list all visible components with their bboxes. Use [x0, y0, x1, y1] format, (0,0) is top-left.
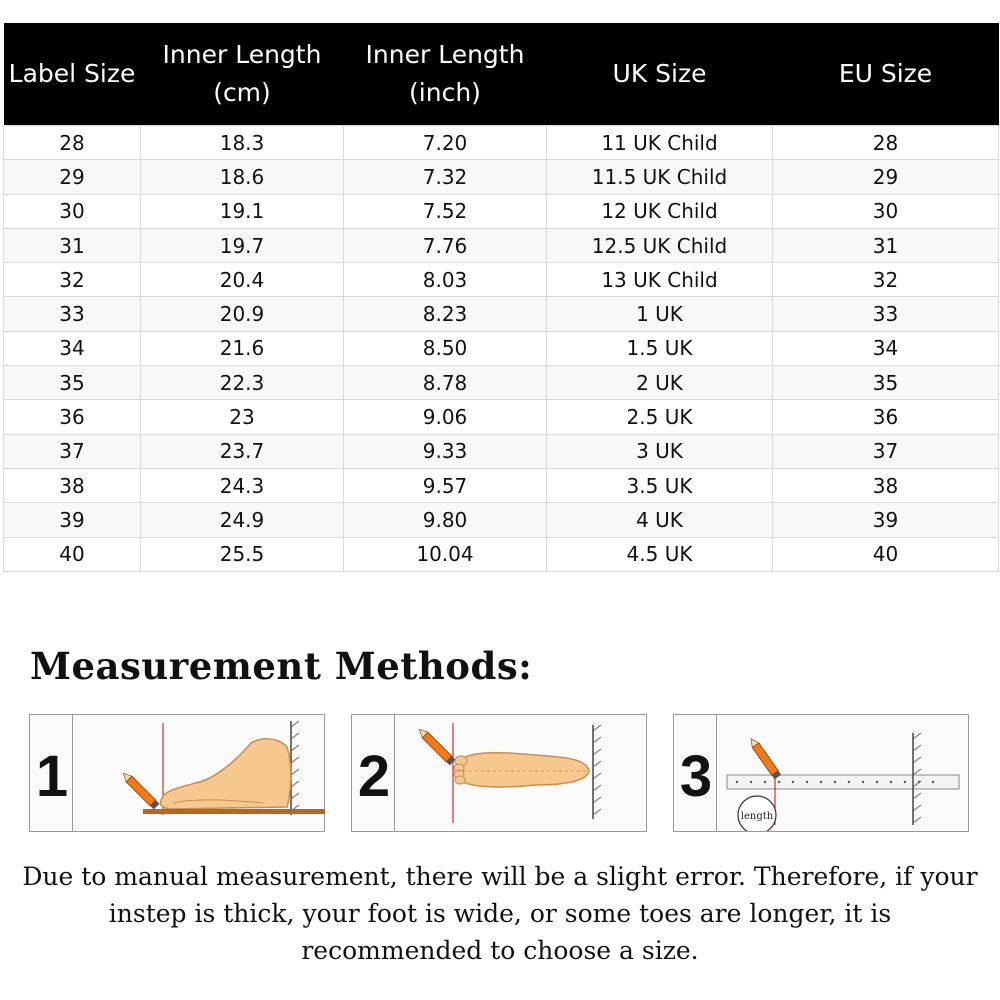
table-cell: 9.06 — [344, 400, 547, 434]
column-header-text: EU Size — [838, 59, 933, 88]
table-cell: 28 — [773, 126, 999, 160]
table-cell: 40 — [773, 537, 999, 571]
step-number: 1 — [35, 744, 69, 809]
table-cell: 7.20 — [344, 126, 547, 160]
table-cell: 11 UK Child — [547, 126, 773, 160]
table-cell: 12 UK Child — [547, 194, 773, 228]
table-cell: 31 — [4, 228, 141, 262]
table-cell: 3 UK — [547, 434, 773, 468]
table-cell: 40 — [4, 537, 141, 571]
table-body — [4, 126, 999, 572]
measurement-note: Due to manual measurement, there will be a slight error. Therefore, if your instep is thick, your foot is wide, or some toes are longer, it is recommended to choose a size. — [22, 862, 978, 965]
table-cell: 8.03 — [344, 263, 547, 297]
table-cell: 23.7 — [141, 434, 344, 468]
table-row — [4, 537, 999, 571]
table-cell: 34 — [4, 331, 141, 365]
table-cell: 37 — [773, 434, 999, 468]
ruler-length-icon — [717, 715, 969, 831]
step-3-panel — [673, 714, 969, 832]
table-cell: 8.50 — [344, 331, 547, 365]
table-cell: 30 — [4, 194, 141, 228]
column-header-text: Inner Length — [162, 40, 322, 69]
table-cell: 23 — [141, 400, 344, 434]
measurement-methods-heading: Measurement Methods: — [30, 644, 533, 688]
table-cell: 33 — [4, 297, 141, 331]
table-row — [4, 263, 999, 297]
table-cell: 7.32 — [344, 160, 547, 194]
step-number: 2 — [357, 744, 391, 809]
table-cell: 38 — [773, 468, 999, 502]
table-cell: 25.5 — [141, 537, 344, 571]
table-cell: 13 UK Child — [547, 263, 773, 297]
table-row — [4, 194, 999, 228]
table-cell: 4 UK — [547, 503, 773, 537]
table-row — [4, 366, 999, 400]
table-cell: 4.5 UK — [547, 537, 773, 571]
table-row — [4, 434, 999, 468]
table-row — [4, 297, 999, 331]
column-header — [547, 23, 773, 126]
table-cell: 9.57 — [344, 468, 547, 502]
step-number: 3 — [679, 744, 713, 809]
table-cell: 3.5 UK — [547, 468, 773, 502]
column-header — [344, 23, 547, 126]
table-cell: 29 — [773, 160, 999, 194]
step-1-panel — [29, 714, 325, 832]
table-row — [4, 400, 999, 434]
table-cell: 24.9 — [141, 503, 344, 537]
table-cell: 37 — [4, 434, 141, 468]
table-cell: 21.6 — [141, 331, 344, 365]
table-cell: 32 — [4, 263, 141, 297]
table-cell: 20.9 — [141, 297, 344, 331]
table-cell: 10.04 — [344, 537, 547, 571]
table-cell: 36 — [773, 400, 999, 434]
column-header-text: Inner Length — [365, 40, 525, 69]
table-cell: 39 — [773, 503, 999, 537]
table-cell: 35 — [773, 366, 999, 400]
column-header — [773, 23, 999, 126]
column-header-text: UK Size — [612, 59, 707, 88]
table-row — [4, 468, 999, 502]
column-header-text: (inch) — [409, 78, 481, 107]
table-cell: 7.52 — [344, 194, 547, 228]
table-header-row — [4, 23, 999, 126]
table-cell: 22.3 — [141, 366, 344, 400]
table-cell: 18.6 — [141, 160, 344, 194]
table-cell: 8.23 — [344, 297, 547, 331]
table-cell: 28 — [4, 126, 141, 160]
table-row — [4, 228, 999, 262]
table-row — [4, 126, 999, 160]
table-cell: 31 — [773, 228, 999, 262]
table-cell: 30 — [773, 194, 999, 228]
table-cell: 19.7 — [141, 228, 344, 262]
foot-top-view-icon — [395, 715, 647, 831]
step-2-panel — [351, 714, 647, 832]
table-cell: 1.5 UK — [547, 331, 773, 365]
table-cell: 36 — [4, 400, 141, 434]
table-cell: 12.5 UK Child — [547, 228, 773, 262]
table-cell: 20.4 — [141, 263, 344, 297]
table-row — [4, 503, 999, 537]
table-cell: 39 — [4, 503, 141, 537]
table-cell: 8.78 — [344, 366, 547, 400]
table-cell: 24.3 — [141, 468, 344, 502]
table-cell: 19.1 — [141, 194, 344, 228]
table-cell: 2 UK — [547, 366, 773, 400]
table-cell: 32 — [773, 263, 999, 297]
table-cell: 11.5 UK Child — [547, 160, 773, 194]
table-row — [4, 331, 999, 365]
column-header-text: (cm) — [213, 78, 271, 107]
size-chart-table — [3, 23, 999, 572]
table-cell: 29 — [4, 160, 141, 194]
column-header-text: Label Size — [8, 59, 136, 88]
length-label: length — [740, 811, 774, 822]
table-cell: 38 — [4, 468, 141, 502]
table-cell: 35 — [4, 366, 141, 400]
table-row — [4, 160, 999, 194]
table-cell: 34 — [773, 331, 999, 365]
table-cell: 33 — [773, 297, 999, 331]
table-cell: 9.80 — [344, 503, 547, 537]
column-header — [4, 23, 141, 126]
foot-side-view-icon — [73, 715, 325, 831]
column-header — [141, 23, 344, 126]
table-cell: 9.33 — [344, 434, 547, 468]
table-cell: 2.5 UK — [547, 400, 773, 434]
table-cell: 7.76 — [344, 228, 547, 262]
table-cell: 1 UK — [547, 297, 773, 331]
table-cell: 18.3 — [141, 126, 344, 160]
